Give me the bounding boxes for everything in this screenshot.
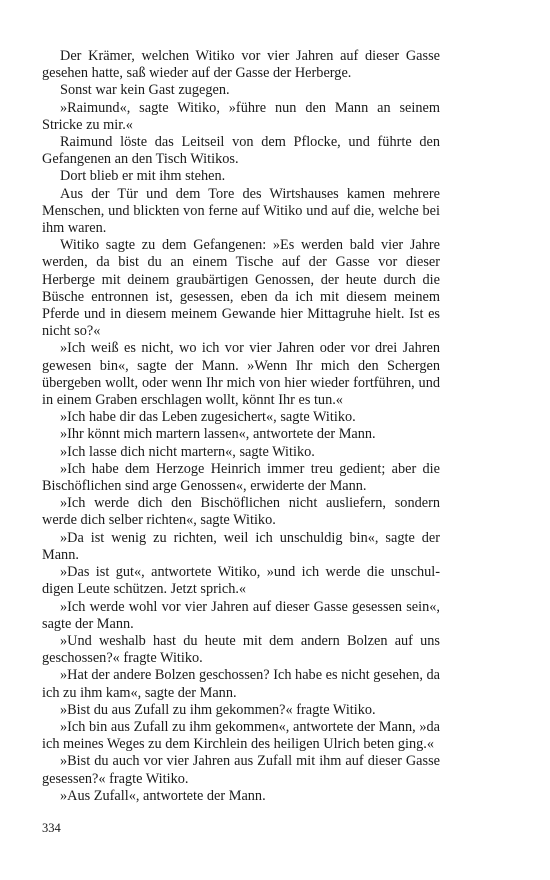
paragraph: »Bist du auch vor vier Jahren aus Zufall mit ihm auf dieser Gasse gesessen?« fragte Witiko. (42, 753, 440, 787)
paragraph: Dort blieb er mit ihm stehen. (60, 168, 226, 185)
paragraph: »Ich habe dir das Leben zugesichert«, sagte Witiko. (60, 409, 356, 426)
paragraph: Sonst war kein Gast zugegen. (60, 82, 230, 99)
paragraph: Aus der Tür und dem Tore des Wirtshauses kamen mehrere Menschen, und blickten von ferne auf Witiko und auf die, welche bei ihm waren. (42, 185, 440, 237)
paragraph: »Da ist wenig zu richten, weil ich unschuldig bin«, sagte der Mann. (42, 529, 440, 563)
paragraph: »Und weshalb hast du heute mit dem andern Bolzen auf uns geschossen?« fragte Witiko. (42, 632, 440, 667)
paragraph: »Ihr könnt mich martern lassen«, antwortete der Mann. (60, 426, 376, 443)
paragraph: »Ich bin aus Zufall zu ihm gekommen«, antwortete der Mann, »da ich meines Weges zu dem Kirchlein des heiligen Ulrich beten ging.« (42, 718, 440, 753)
paragraph: »Ich weiß es nicht, wo ich vor vier Jahren oder vor drei Jahren gewesen bin«, sagte der Mann. »Wenn Ihr mich den Schergen übergeben wollt, oder wenn Ihr mich von hier wieder fortführen, und in einem Graben erschlagen wollt, könnt Ihr es tun.« (42, 340, 440, 409)
paragraph: »Hat der andere Bolzen geschossen? Ich habe es nicht gesehen, da ich zu ihm kam«, sagte der Mann. (42, 667, 440, 701)
paragraph: »Ich werde wohl vor vier Jahren auf dieser Gasse gesessen sein«, sagte der Mann. (42, 598, 440, 632)
paragraph: »Aus Zufall«, antwortete der Mann. (60, 787, 266, 804)
paragraph: »Das ist gut«, antwortete Witiko, »und ich werde die unschuldigen Leute schützen. Jetzt sprich.« (42, 564, 440, 598)
paragraph: »Ich habe dem Herzoge Heinrich immer treu gedient; aber die Bischöflichen sind arge Genossen«, erwiderte der Mann. (42, 460, 440, 495)
paragraph: Raimund löste das Leitseil von dem Pflocke, und führte den Gefangenen an den Tisch Witikos. (42, 134, 440, 168)
paragraph: »Ich lasse dich nicht martern«, sagte Witiko. (60, 443, 315, 460)
paragraph: Witiko sagte zu dem Gefangenen: »Es werden bald vier Jahre werden, da bist du an einem Tische auf der Gasse vor dieser Herberge mit deinem graubärtigen Genossen, der heute durch die Büsche entronnen ist, gesessen, eben da ich mit diesem meinem Pferde und in diesem meinem Gewande hier Mittagruhe hielt. Ist es nicht so?« (42, 237, 440, 340)
paragraph: »Bist du aus Zufall zu ihm gekommen?« fragte Witiko. (60, 701, 376, 718)
body-text (42, 48, 440, 805)
paragraph: Der Krämer, welchen Witiko vor vier Jahren auf dieser Gasse gesehen hatte, saß wieder auf der Gasse der Herberge. (42, 48, 440, 82)
page-number: 334 (42, 821, 61, 835)
paragraph: »Ich werde dich den Bischöflichen nicht ausliefern, sondern werde dich selber richten«, sagte Witiko. (42, 495, 440, 529)
paragraph: »Raimund«, sagte Witiko, »führe nun den Mann an seinem Stricke zu mir.« (42, 99, 440, 133)
